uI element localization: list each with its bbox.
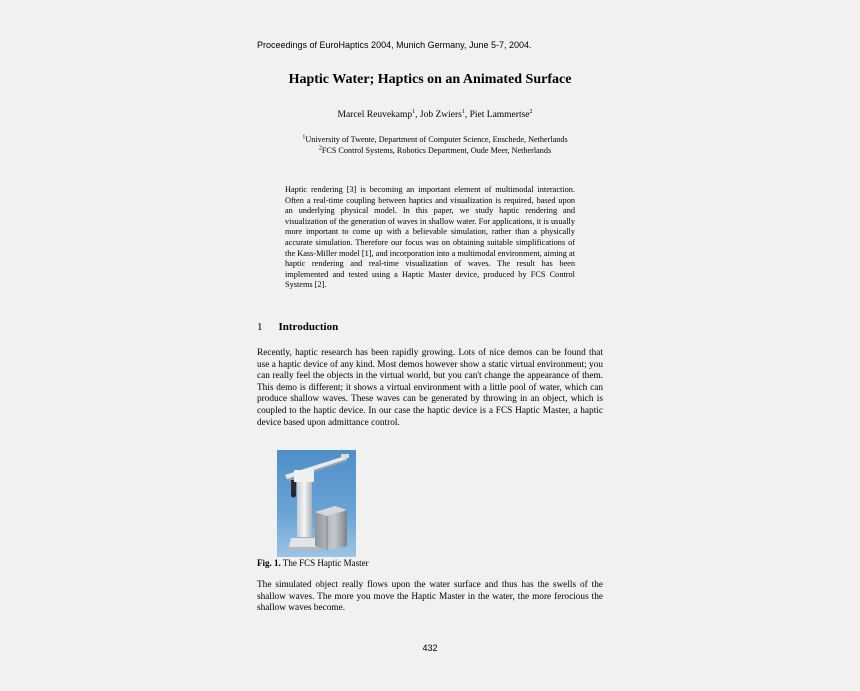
author-affil-mark: 1 [461,108,465,115]
author-affil-mark: 2 [529,108,533,115]
affiliation: $^2$FCS Control Systems, Robotics Department, Oude Meer, Netherlands [318,145,552,155]
intro-paragraph: Recently, haptic research has been rapidly growing. Lots of nice demos can be found that use a haptic device of any kind. Most demos however show a static virtual environment; you can really feel the objects in the virtual world, but you can't change the appearance of them. This demo is different; it shows a virtual environment with a little pool of water, which can produce shallow waves. These waves can be generated by throwing in an object, which is coupled to the haptic device. In our case the haptic device is a FCS Haptic Master, a haptic device based upon admittance control. [257,348,603,428]
abstract: Haptic rendering [3] is becoming an important element of multimodal interaction. Often a real-time coupling between haptics and visualization is required, based upon an underlying physical model. In this paper, we study haptic rendering and visualization of the generation of waves in shallow water. For applications, it is usually more important to come up with a believable simulation, rather than a physically accurate simulation. Therefore our focus was on obtaining suitable simplifications of the Kass-Miller model [1], and incorporation into a multimodal environment, aiming at haptic rendering and real-time visualization of waves. The result has been implemented and tested using a Haptic Master device, produced by FCS Control Systems [2]. [285,185,575,290]
figure-label: Fig. 1. [257,558,281,568]
author-name: Marcel Reuvekamp [337,110,413,120]
body-paragraph: The simulated object really flows upon the water surface and thus has the swells of the shallow waves. The more you move the Haptic Master in the water, the more ferocious the shallow waves become. [257,580,603,614]
author-list: Marcel Reuvekamp$^1$, Job Zwiers$^1$, Piet Lammertse$^2$ [337,108,533,120]
author-affil-mark: 1 [412,108,416,115]
haptic-master-photo [277,450,356,557]
figure-caption [257,558,369,568]
section-heading [257,321,338,333]
affiliation-list [0,134,860,156]
figure-caption-text: The FCS Haptic Master [282,558,369,568]
affiliation: $^1$University of Twente, Department of Computer Science, Enschede, Netherlands [302,134,568,144]
page-number: 432 [422,643,438,653]
section-title: Introduction [278,321,339,333]
paper-title: Haptic Water; Haptics on an Animated Surface [288,72,572,87]
section-number: 1 [257,321,263,333]
proceedings-header: Proceedings of EuroHaptics 2004, Munich Germany, June 5-7, 2004. [257,40,532,50]
author-name: Job Zwiers [419,110,462,120]
author-name: Piet Lammertse [469,110,530,120]
